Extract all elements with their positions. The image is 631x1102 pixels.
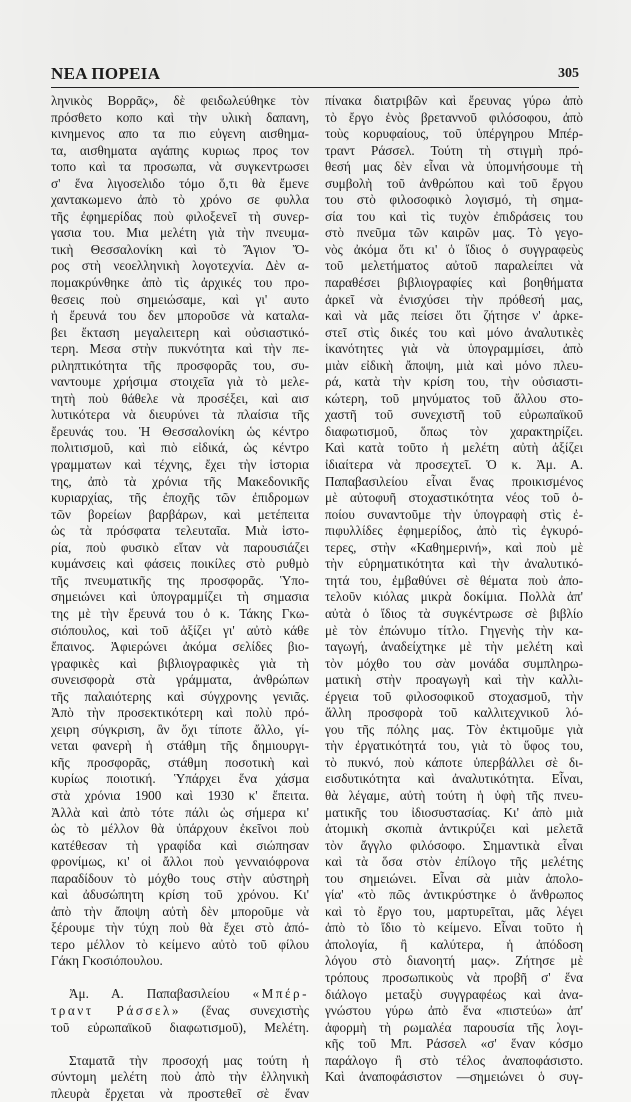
text-line: του σημειώνει. Εἶναι σὰ μιὰν ἀπολο- bbox=[325, 870, 583, 886]
citation-subtitle: (ἕνας συνεχιστὴς bbox=[201, 1003, 309, 1019]
text-line: ρία, ποὺ φυσικὸ εἴταν νὰ παρουσιάζει bbox=[51, 539, 309, 555]
text-line: της, ἀπὸ τὰ χρόνια τῆς Μακεδονικῆς bbox=[51, 473, 309, 489]
text-line: τερο μέλλον τὸ κείμενο αὐτὸ τοῦ φίλου bbox=[51, 936, 309, 952]
text-line: τῶν βορείων βαρβάρων, καὶ μετέπειτα bbox=[51, 506, 309, 522]
text-line: γραμματων καὶ τέχνης, ἔχει τὴν ἱστορια bbox=[51, 457, 309, 473]
text-line: κῆς τοῦ Μπ. Ράσσελ «σ' ἕναν κόσμο bbox=[325, 1036, 583, 1052]
text-line: στὸ πνεῦμα τῶν καιρῶν μας. Τὸ γεγο- bbox=[325, 225, 583, 241]
text-line: πομακρύνθηκε ἀπὸ τὶς ἀρχικές του προ- bbox=[51, 275, 309, 291]
citation-title: «Μπέρ- bbox=[252, 986, 309, 1002]
running-header bbox=[51, 62, 579, 84]
text-line: σ' ἕνα λιγοσελιδο τόμο ὅ,τι θὰ ἔμενε bbox=[51, 175, 309, 191]
text-line: νεται φανερὴ ἡ στάθμη τῆς δημιουργι- bbox=[51, 738, 309, 754]
text-line: φρονίμως, κι' οἱ ἄλλοι ποὺ γενναιόφρονα bbox=[51, 854, 309, 870]
text-line: ρά, κατὰ τὴν κρίση του, τὴν οὐσιαστι- bbox=[325, 374, 583, 390]
text-line: στὰ χρόνια 1900 καὶ 1930 κ' ἔπειτα. bbox=[51, 787, 309, 803]
text-line: σημειώνει καὶ ὑπογραμμίζει τὴ σημασια bbox=[51, 589, 309, 605]
text-line: ξέρουμε τὴν τύχη ποὺ θὰ ἔχει στὸ ἀπό- bbox=[51, 920, 309, 936]
text-line: ναντουμε χρήσιμα στοιχεῖα γιὰ τὸ μελε- bbox=[51, 374, 309, 390]
text-line: τὸν ἄγγλο φιλόσοφο. Σημαντικὰ εἶναι bbox=[325, 837, 583, 853]
text-line: γου τῆς πόλης μας. Τὸν ἐκτιμοῦμε γιὰ bbox=[325, 721, 583, 737]
text-line: τοὺς κορυφαίους, τοῦ ὑπέργηρου Μπέρ- bbox=[325, 126, 583, 142]
text-line: Ἀπὸ τὴν προσεκτικότερη καὶ πολὺ πρό- bbox=[51, 705, 309, 721]
text-line: σία του καὶ τὶς τυχὸν ἐπιδράσεις του bbox=[325, 208, 583, 224]
text-line: τοπο καὶ τα προσωπα, νὰ συγκεντρωσει bbox=[51, 159, 309, 175]
text-line: πλευρὰ ἔρχεται νὰ προστεθεῖ σὲ ἕναν bbox=[51, 1085, 309, 1101]
text-line: λόγου στὸ διανοητή μας». Ζήτησε μὲ bbox=[325, 953, 583, 969]
text-line: τοῦ μελετήματος αὐτοῦ παραλείπει νὰ bbox=[325, 258, 583, 274]
text-line: ἀφορμὴ τὴ ρωμαλέα παρουσία τῆς λογι- bbox=[325, 1019, 583, 1035]
text-line: χαστῆ τοῦ συνεχιστῆ τοῦ εὐρωπαϊκοῦ bbox=[325, 407, 583, 423]
text-line: συμβολὴ τοῦ ἀνθρώπου καὶ τοῦ ἔργου bbox=[325, 175, 583, 191]
text-line: ἔπαινος. Ἀφιερώνει ἀκόμα σελίδες βιο- bbox=[51, 639, 309, 655]
text-line: διάλογο μεταξὺ συγγραφέως καὶ ἀνα- bbox=[325, 986, 583, 1002]
paragraph-review-intro bbox=[51, 93, 309, 970]
text-line: κυμάνσεις καὶ φάσεις ποικίλες στὸ ρυθμὸ bbox=[51, 556, 309, 572]
text-line: ποίου συναντοῦμε τὴν ὑπογραφὴ στὶς ἐ- bbox=[325, 506, 583, 522]
text-line: βει ἔκταση μεγαλειτερη καὶ οὐσιαστικό- bbox=[51, 324, 309, 340]
right-column bbox=[325, 93, 583, 1086]
text-line: τῆς ἐφημερίδας ποὺ φιλοξενεῖ τὴ συνερ- bbox=[51, 208, 309, 224]
text-line: κῆς προσφορᾶς, στάθμη ποσοτικὴ καὶ bbox=[51, 754, 309, 770]
text-line: τητά του, ἐμβαθύνει σὲ θέματα ποὺ ἀπο- bbox=[325, 572, 583, 588]
text-line: ἀπὸ τὸ ἴδιο τὸ κείμενο. Εἶναι τοῦτο ἡ bbox=[325, 920, 583, 936]
text-line: σύντομη μελέτη ποὺ ἀπὸ τὴν ἑλληνικὴ bbox=[51, 1069, 309, 1085]
text-line: ὡς τὸ μέλλον θὰ ὑπάρχουν ἐκεῖνοι ποὺ bbox=[51, 821, 309, 837]
text-line: Σταματᾶ τὴν προσοχή μας τούτη ἡ bbox=[69, 1052, 309, 1068]
text-line: καὶ ἀδυσώπητη κρίση τοῦ χρόνου. Κι' bbox=[51, 887, 309, 903]
text-line: τραντ Ράσσελ. Τούτη τὴ στιγμὴ πρό- bbox=[325, 142, 583, 158]
text-line: συνεισφορὰ στὰ γράμματα, ἀνθρώπων bbox=[51, 672, 309, 688]
text-line: καὶ νὰ μᾶς πείσει ὅτι ζήτησε ν' ἀρκε- bbox=[325, 308, 583, 324]
text-line: ἀπὸ τὴν ἄποψη αὐτὴ δὲν μποροῦμε νὰ bbox=[51, 903, 309, 919]
text-line: ταγωγή, ἀναδείχτηκε μὲ τὴν μελέτη καὶ bbox=[325, 639, 583, 655]
review-citation bbox=[51, 986, 309, 1036]
text-line: σιόπουλος, καὶ τοῦ ἀξίζει γι' αὐτὸ κάθε bbox=[51, 622, 309, 638]
header-rule bbox=[51, 87, 579, 88]
text-line: τὴν εὑρηματικότητα καὶ τὴν ἀναλυτικό- bbox=[325, 556, 583, 572]
citation-title: τραντ Ράσσελ» bbox=[51, 1003, 181, 1019]
text-line: τικὴ Θεσσαλονίκη καὶ τὸ Ἅγιον Ὄ- bbox=[51, 241, 309, 257]
text-line: τὸν μόχθο του σὰν μονάδα συμπληρω- bbox=[325, 655, 583, 671]
text-line: κατέθεσαν τὴ γραφίδα καὶ σιώπησαν bbox=[51, 837, 309, 853]
text-line: κώτερη, τοῦ μηνύματος τοῦ ἄλλου στο- bbox=[325, 390, 583, 406]
text-line: τα, αισθηματα αγάπης κυριως προς τον bbox=[51, 142, 309, 158]
text-line: ληνικὸς Βορρᾶς», δὲ φειδωλεύθηκε τὸν bbox=[51, 93, 309, 108]
text-line: χαντακωμενο ἀπὸ τὸ χρόνο σε φυλλα bbox=[51, 192, 309, 208]
text-line: ἀτομικὴ σκοπιὰ ἀντικρύζει καὶ μελετᾶ bbox=[325, 821, 583, 837]
running-title: ΝΕΑ ΠΟΡΕΙΑ bbox=[51, 64, 161, 83]
text-line: τρόπους προσωπικοὺς νὰ προβῆ σ' ἕνα bbox=[325, 969, 583, 985]
text-line: του στὸ φιλοσοφικὸ λογισμό, τὴ σημα- bbox=[325, 192, 583, 208]
text-line: κυρίως ποιοτική. Ὑπάρχει ἕνα χάσμα bbox=[51, 771, 309, 787]
citation-line bbox=[51, 1003, 309, 1020]
text-line: τελοῦν κιόλας μικρὰ δοκίμια. Πολλὰ ἀπ' bbox=[325, 589, 583, 605]
text-line: Καὶ ἀναποφάσιστον —σημειώνει ὁ συγ- bbox=[325, 1069, 583, 1085]
text-line: γραφικὲς καὶ βιβλιογραφικὲς γιὰ τὴ bbox=[51, 655, 309, 671]
text-line: παράλογο ἢ στὸ τέλος ἀναποφάσιστο. bbox=[325, 1052, 583, 1068]
text-line: τὸ ἔργο ἑνὸς βρεταννοῦ φιλόσοφου, ἀπὸ bbox=[325, 109, 583, 125]
text-line: τερη. Μεσα στὴν πυκνότητα καὶ τὴν πε- bbox=[51, 341, 309, 357]
citation-author: Ἀμ. Α. Παπαβασιλείου bbox=[69, 986, 230, 1002]
citation-line: τοῦ εὐρωπαϊκοῦ διαφωτισμοῦ), Μελέτη. bbox=[51, 1019, 309, 1035]
text-line: μιὰν εἰδικὴ ἄποψη, μιὰ καὶ μόνο πλευ- bbox=[325, 357, 583, 373]
text-line: θὰ λέγαμε, αὐτὴ τούτη ἡ ὑφὴ τῆς πνευ- bbox=[325, 787, 583, 803]
text-line: νὸς ἀκόμα ὅτι κι' ὁ ἴδιος ὁ συγγραφεὺς bbox=[325, 241, 583, 257]
text-line: ἰδιαίτερα νὰ προσεχτεῖ. Ὁ κ. Ἀμ. Α. bbox=[325, 457, 583, 473]
text-line: μὲ τὸν ἐπώνυμο τίτλο. Γηγενὴς τὴν κα- bbox=[325, 622, 583, 638]
text-line: κυριαρχίας, τῆς ἐποχῆς τῶν ἐπιδρομων bbox=[51, 490, 309, 506]
paragraph-gap bbox=[51, 1036, 309, 1053]
text-line: ἔρευνάς του. Ἡ Θεσσαλονίκη ὡς κέντρο bbox=[51, 423, 309, 439]
text-line: ἡ ἔρευνά του δεν μποροῦσε νὰ καταλα- bbox=[51, 308, 309, 324]
text-line: γασια του. Μια μελέτη γιὰ τὴν πνευμα- bbox=[51, 225, 309, 241]
text-line: Γάκη Γκοσιόπουλου. bbox=[51, 953, 163, 969]
text-line: της μὲ τὴν ἔρευνά του ὁ κ. Τάκης Γκω- bbox=[51, 605, 309, 621]
text-line: γνώστου γύρω ἀπὸ ἕνα «πιστεύω» ἀπ' bbox=[325, 1003, 583, 1019]
text-line: πρόσθετο κοπο καὶ τὴν υλικὴ δαπανη, bbox=[51, 109, 309, 125]
text-line: μὲ αὐτοφυῆ στοχαστικότητα νέος τοῦ ὁ- bbox=[325, 490, 583, 506]
text-line: ἀπολογία, ἢ καλύτερα, ἡ ἀπόδοση bbox=[325, 936, 583, 952]
text-line: ματικὴ στὴν προαγωγὴ καὶ τὴν καλλι- bbox=[325, 672, 583, 688]
text-line: έργεια τοῦ φιλοσοφικοῦ στοχασμοῦ, τὴν bbox=[325, 688, 583, 704]
text-line: καὶ τὰ ὅσα στὸν ἐπίλογο τῆς μελέτης bbox=[325, 854, 583, 870]
text-line: ἀρκεῖ νὰ ἐνισχύσει τὴν πρόθεσή μας, bbox=[325, 291, 583, 307]
citation-line bbox=[51, 986, 309, 1003]
text-line: γία' «τὸ πῶς ἀντικρύστηκε ὁ ἄνθρωπος bbox=[325, 887, 583, 903]
text-line: καὶ τὸ ἔργο του, μαρτυρεῖται, μᾶς λέγει bbox=[325, 903, 583, 919]
text-line: πίνακα διατριβῶν καὶ ἔρευνας γύρω ἀπὸ bbox=[325, 93, 583, 108]
text-line: Ἀλλὰ καὶ ἀπὸ τότε πάλι ὡς σήμερα κι' bbox=[51, 804, 309, 820]
text-line: στεῖ στὶς δικές του καὶ μόνο ἀναλυτικὲς bbox=[325, 324, 583, 340]
text-line: παραδίδουν τὸ μόχθο τους στὴν αὐστηρὴ bbox=[51, 870, 309, 886]
text-line: ρος στὴ νεοελληνικὴ λογοτεχνία. Δὲν α- bbox=[51, 258, 309, 274]
text-line: τῆς παλαιότερης καὶ σύγχρονης γενιᾶς. bbox=[51, 688, 309, 704]
text-line: παραθέσει βιβλιογραφίες καὶ βοηθήματα bbox=[325, 275, 583, 291]
text-line: αὐτὰ ὁ ἴδιος τὰ συγκέντρωσε σὲ βιβλίο bbox=[325, 605, 583, 621]
text-line: τὴν ἐργατικότητά του, γιὰ τὸ ὕφος του, bbox=[325, 738, 583, 754]
text-line: τὸ πυκνό, ποὺ κάποτε ὑπερβάλλει σὲ δι- bbox=[325, 754, 583, 770]
page-number: 305 bbox=[558, 66, 579, 81]
text-line: Καὶ κατὰ τοῦτο ἡ μελέτη αὐτὴ ἀξίζει bbox=[325, 440, 583, 456]
text-line: διαφωτισμοῦ, ὅπως τὸν χαρακτηρίζει. bbox=[325, 423, 583, 439]
text-line: πιφυλλίδες ἐφημερίδος, ἀπὸ τὶς ἐγκυρό- bbox=[325, 523, 583, 539]
text-line: τῆς πνευματικῆς της προσφορᾶς. Ὑπο- bbox=[51, 572, 309, 588]
text-line: πολιτισμοῦ, καὶ πιὸ εἰδικά, ὡς κέντρο bbox=[51, 440, 309, 456]
left-column bbox=[51, 93, 309, 1102]
text-line: θεσεις ποὺ σημειώσαμε, καὶ γι' αυτο bbox=[51, 291, 309, 307]
paragraph-review-body bbox=[51, 1053, 309, 1102]
text-line: θεσή μας δὲν εἶναι νὰ ὑπομνήσουμε τὴ bbox=[325, 159, 583, 175]
text-line: ριληπτικότητα τῆς προσφορᾶς του, συ- bbox=[51, 357, 309, 373]
text-line: Παπαβασιλείου εἶναι ἕνας προικισμένος bbox=[325, 473, 583, 489]
text-line: ἄλλη προσφορὰ τοῦ καλλιτεχνικοῦ λό- bbox=[325, 705, 583, 721]
text-line: λυτικότερα νὰ διευρύνει τὰ πλαίσια τῆς bbox=[51, 407, 309, 423]
text-line: τερες, στὴν «Καθημερινή», καὶ ποὺ μὲ bbox=[325, 539, 583, 555]
text-line: ἱκανότητες γιὰ νὰ ὑπογραμμίσει, ἀπὸ bbox=[325, 341, 583, 357]
text-line: χειρη σύγκριση, ἂν ὄχι τίποτε ἄλλο, γί- bbox=[51, 721, 309, 737]
text-line: ματικῆς του ἰδιοσυστασίας. Κι' ἀπὸ μιὰ bbox=[325, 804, 583, 820]
text-line: εισδυτικότητα καὶ ἀναλυτικότητα. Εἶναι, bbox=[325, 771, 583, 787]
text-line: ὡς τὰ πρόσφατα τελευταῖα. Μιὰ ἱστο- bbox=[51, 523, 309, 539]
paragraph-gap bbox=[51, 970, 309, 987]
text-line: τητὴ ποὺ θάθελε νὰ προσέξει, καὶ αισ bbox=[51, 390, 309, 406]
text-line: κινημενος απο τα πιο εὐγενη αισθημα- bbox=[51, 126, 309, 142]
